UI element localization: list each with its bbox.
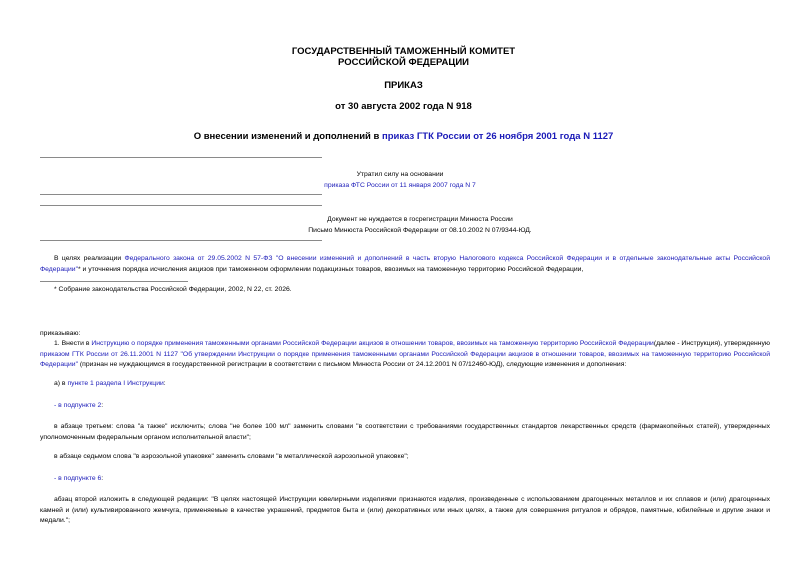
registration-notice	[230, 214, 610, 236]
subitem-a: а) в пункте 1 раздела I Инструкции:	[54, 380, 166, 387]
paragraph-item-1: 1. Внести в Инструкцию о порядке применения таможенными органами Российской Федерации акцизов в отношении товаров, ввозимых на таможенную территорию Российской Федерации(далее - Инструкция), утвержденную приказом ГТК России от 26.11.2001 N 1127 "Об утверждении Инструкции о порядке применения таможенными органами Российской Федерации акцизов в отношении товаров, ввозимых на таможенную территорию Российской Федерации" (признан не нуждающимся в государственной регистрации в соответствии с письмом Минюста России от 24.12.2001 N 07/12460-ЮД), следующие изменения и дополнения:	[40, 340, 770, 368]
doc-subject	[0, 131, 807, 142]
org-line-2: РОССИЙСКОЙ ФЕДЕРАЦИИ	[337, 57, 469, 68]
separator-line	[40, 205, 322, 206]
instruction-link[interactable]: Инструкцию о порядке применения таможенными органами Российской Федерации акцизов в отношении товаров, ввозимых на таможенную территорию Российской Федерации	[91, 340, 654, 347]
footnote-separator	[40, 281, 188, 282]
doc-date-number: от 30 августа 2002 года N 918	[335, 101, 472, 112]
registration-notice-line1: Документ не нуждается в госрегистрации Минюста России	[327, 216, 513, 223]
subject-prefix: О внесении изменений и дополнений в	[193, 131, 383, 142]
separator-line	[40, 240, 322, 241]
org-line-1: ГОСУДАРСТВЕННЫЙ ТАМОЖЕННЫЙ КОМИТЕТ	[291, 46, 516, 57]
clause-1-section-1-link[interactable]: пункте 1 раздела I Инструкции	[67, 380, 164, 387]
subclause-2-link[interactable]: - в подпункте 2	[54, 402, 102, 409]
separator-line	[40, 157, 322, 158]
order-word: приказываю:	[40, 330, 81, 337]
doc-type: ПРИКАЗ	[384, 80, 423, 91]
order-1127-link[interactable]: приказом ГТК России от 26.11.2001 N 1127 "Об утверждении Инструкции о порядке применения таможенными органами Российской Федерации акцизов в отношении товаров, ввозимых на таможенную территорию Российской Федерации"	[40, 350, 770, 368]
federal-law-link[interactable]: Федерального закона от 29.05.2002 N 57-ФЗ "О внесении изменений и дополнений в часть вторую Налогового кодекса Российской Федерации и в отдельные законодательные акты Российской Федерации"	[40, 255, 770, 273]
subject-link[interactable]: приказ ГТК России от 26 ноября 2001 года N 1127	[382, 131, 614, 142]
paragraph-jewelry-definition: абзац второй изложить в следующей редакции: "В целях настоящей Инструкции ювелирными изделиями признаются изделия, произведенные с использованием драгоценных металлов и их сплавов и (или) драгоценных камней и (или) культивированного жемчуга, применяемые в качестве украшений, предметов быта и (или) декоративных или иных целях, а также для совершения ритуалов и обрядов, памятные, юбилейные и другие знаки и медали.";	[40, 496, 770, 524]
subclause-6: - в подпункте 6:	[54, 475, 104, 482]
subclause-6-link[interactable]: - в подпункте 6	[54, 475, 102, 482]
separator-line	[40, 194, 322, 195]
org-name	[0, 46, 807, 68]
subclause-2: - в подпункте 2:	[54, 402, 104, 409]
repeal-notice-text: Утратил силу на основании	[356, 171, 444, 178]
registration-notice-line2: Письмо Минюста Российской Федерации от 08.10.2002 N 07/9344-ЮД.	[308, 227, 532, 234]
paragraph-third-abzac: в абзаце третьем: слова "а также" исключить; слова "не более 100 мл" заменить словами "в соответствии с требованиями государственных стандартов лекарственных средств (фармакопейных статей), утвержденных уполномоченным федеральным органом исполнительной власти";	[40, 423, 770, 441]
repeal-notice	[300, 169, 500, 191]
repeal-notice-link[interactable]: приказа ФТС России от 11 января 2007 года N 7	[324, 182, 476, 189]
paragraph-preamble: В целях реализации Федерального закона от 29.05.2002 N 57-ФЗ "О внесении изменений и дополнений в часть вторую Налогового кодекса Российской Федерации и в отдельные законодательные акты Российской Федерации"* и уточнения порядка исчисления акцизов при таможенном оформлении подакцизных товаров, ввозимых на таможенную территорию Российской Федерации,	[40, 255, 770, 273]
footnote: * Собрание законодательства Российской Федерации, 2002, N 22, ст. 2026.	[54, 286, 292, 293]
paragraph-seventh-abzac: в абзаце седьмом слова "в аэрозольной упаковке" заменить словами "в металлической аэрозольной упаковке";	[54, 453, 409, 460]
